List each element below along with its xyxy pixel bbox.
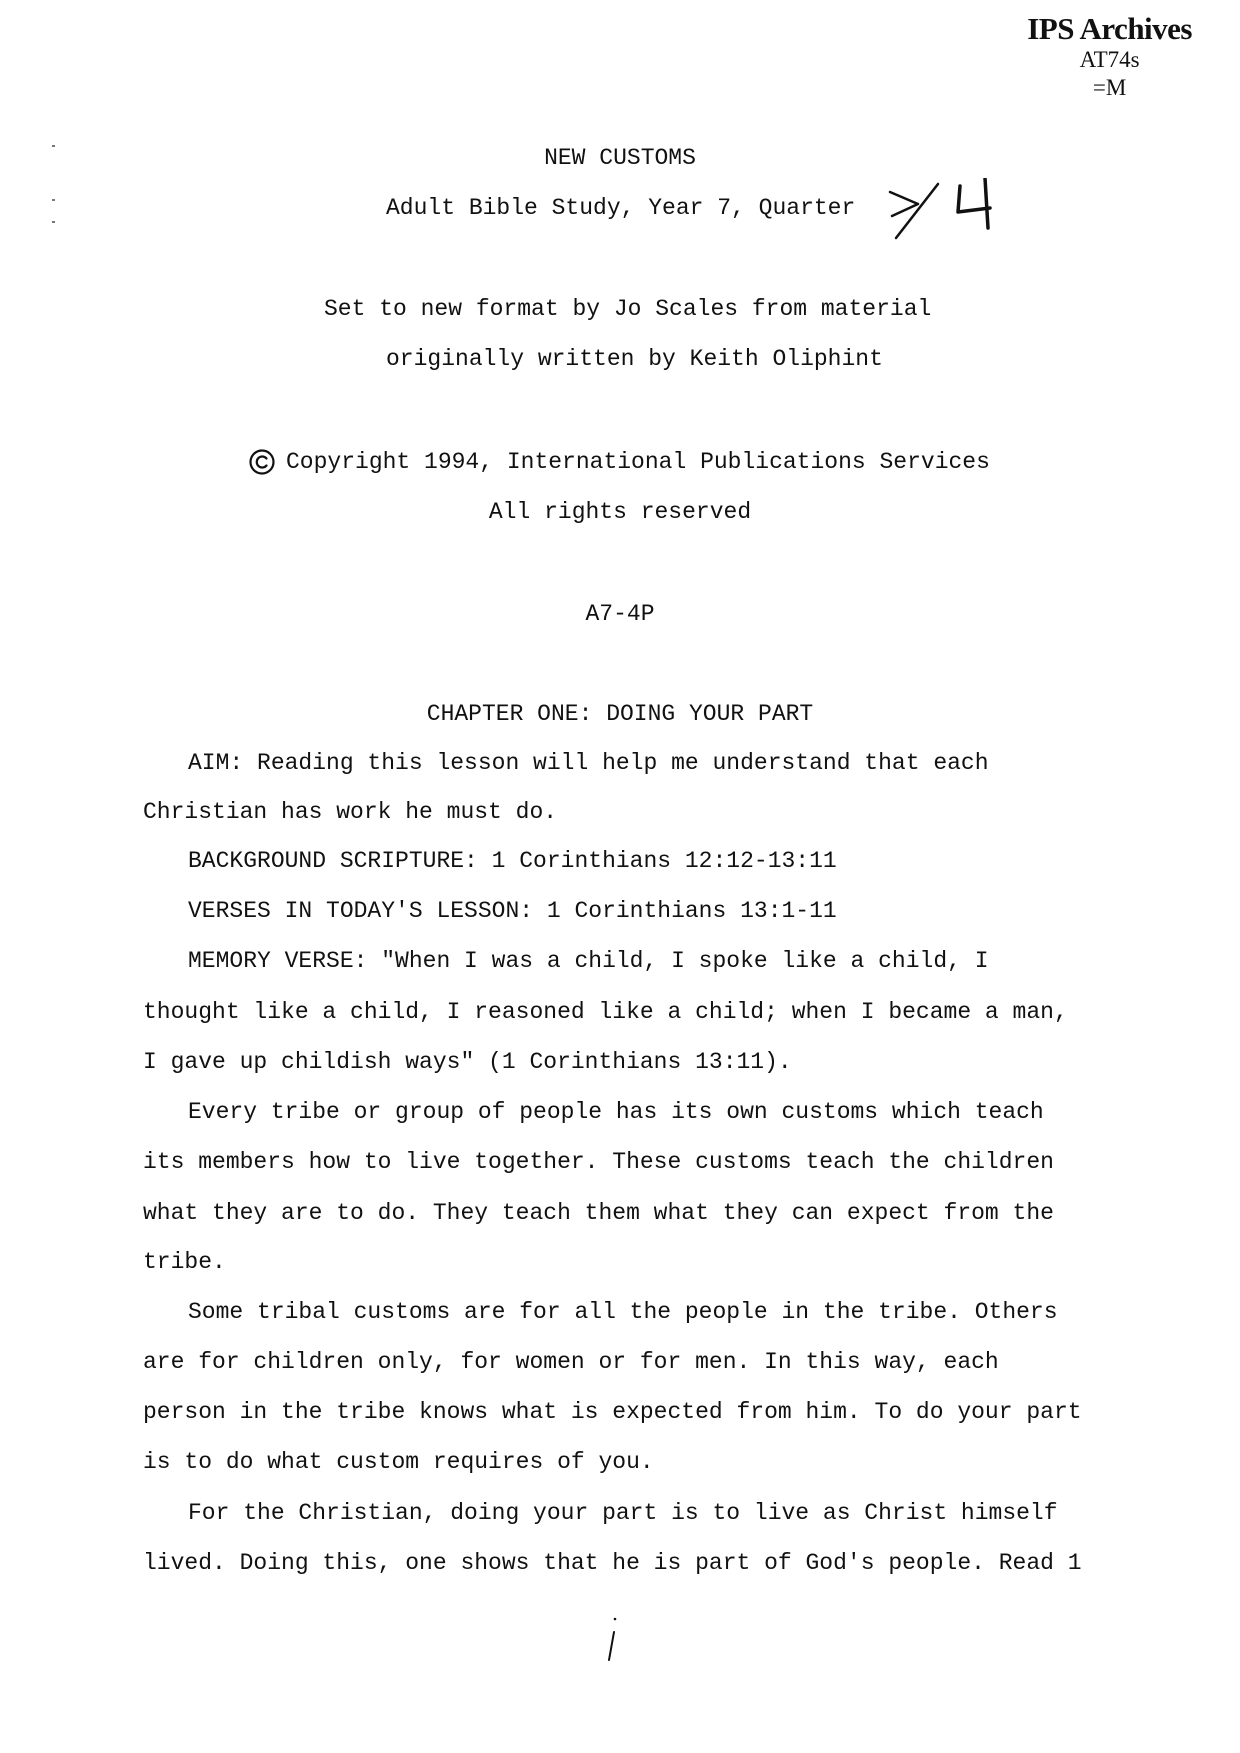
- body-line: are for children only, for women or for men. In this way, each: [143, 1349, 999, 1375]
- body-line: MEMORY VERSE: "When I was a child, I spoke like a child, I: [188, 948, 989, 974]
- body-line: BACKGROUND SCRIPTURE: 1 Corinthians 12:12-13:11: [188, 848, 837, 874]
- credit-line-2: originally written by Keith Oliphint: [386, 346, 883, 372]
- body-line: is to do what custom requires of you.: [143, 1449, 654, 1475]
- body-line: Christian has work he must do.: [143, 799, 558, 825]
- copyright-line: Copyright 1994, International Publications Services: [286, 449, 990, 475]
- body-line: thought like a child, I reasoned like a child; when I became a man,: [143, 999, 1068, 1025]
- page-number-value: 1: [604, 1616, 605, 1617]
- archive-stamp: [1027, 12, 1192, 102]
- body-line: what they are to do. They teach them what they can expect from the: [143, 1200, 1054, 1226]
- chapter-title: CHAPTER ONE: DOING YOUR PART: [426, 701, 814, 727]
- copyright-symbol-icon: [248, 448, 276, 476]
- body-line: tribe.: [143, 1249, 226, 1275]
- handwritten-quarter-number: 4: [888, 178, 889, 179]
- body-line: I gave up childish ways" (1 Corinthians 13:11).: [143, 1049, 792, 1075]
- body-line: Some tribal customs are for all the people in the tribe. Others: [188, 1299, 1058, 1325]
- body-line: lived. Doing this, one shows that he is part of God's people. Read 1: [143, 1550, 1082, 1576]
- stamp-line-3: =M: [1092, 75, 1127, 100]
- document-code: A7-4P: [585, 601, 655, 627]
- body-line: For the Christian, doing your part is to live as Christ himself: [188, 1500, 1058, 1526]
- rights-line: All rights reserved: [488, 499, 752, 525]
- credit-line-1: Set to new format by Jo Scales from material: [324, 296, 932, 322]
- document-subtitle: Adult Bible Study, Year 7, Quarter: [386, 195, 856, 221]
- page-number: [604, 1616, 620, 1664]
- body-line: AIM: Reading this lesson will help me understand that each: [188, 750, 989, 776]
- body-line: its members how to live together. These customs teach the children: [143, 1149, 1054, 1175]
- handwritten-quarter-mark: [888, 178, 1008, 240]
- document-title: NEW CUSTOMS: [544, 145, 696, 171]
- body-line: VERSES IN TODAY'S LESSON: 1 Corinthians 13:1-11: [188, 898, 837, 924]
- stamp-line-1: IPS Archives: [1027, 11, 1192, 46]
- body-line: Every tribe or group of people has its own customs which teach: [188, 1099, 1044, 1125]
- stamp-line-2: AT74s: [1079, 47, 1140, 72]
- body-line: person in the tribe knows what is expected from him. To do your part: [143, 1399, 1082, 1425]
